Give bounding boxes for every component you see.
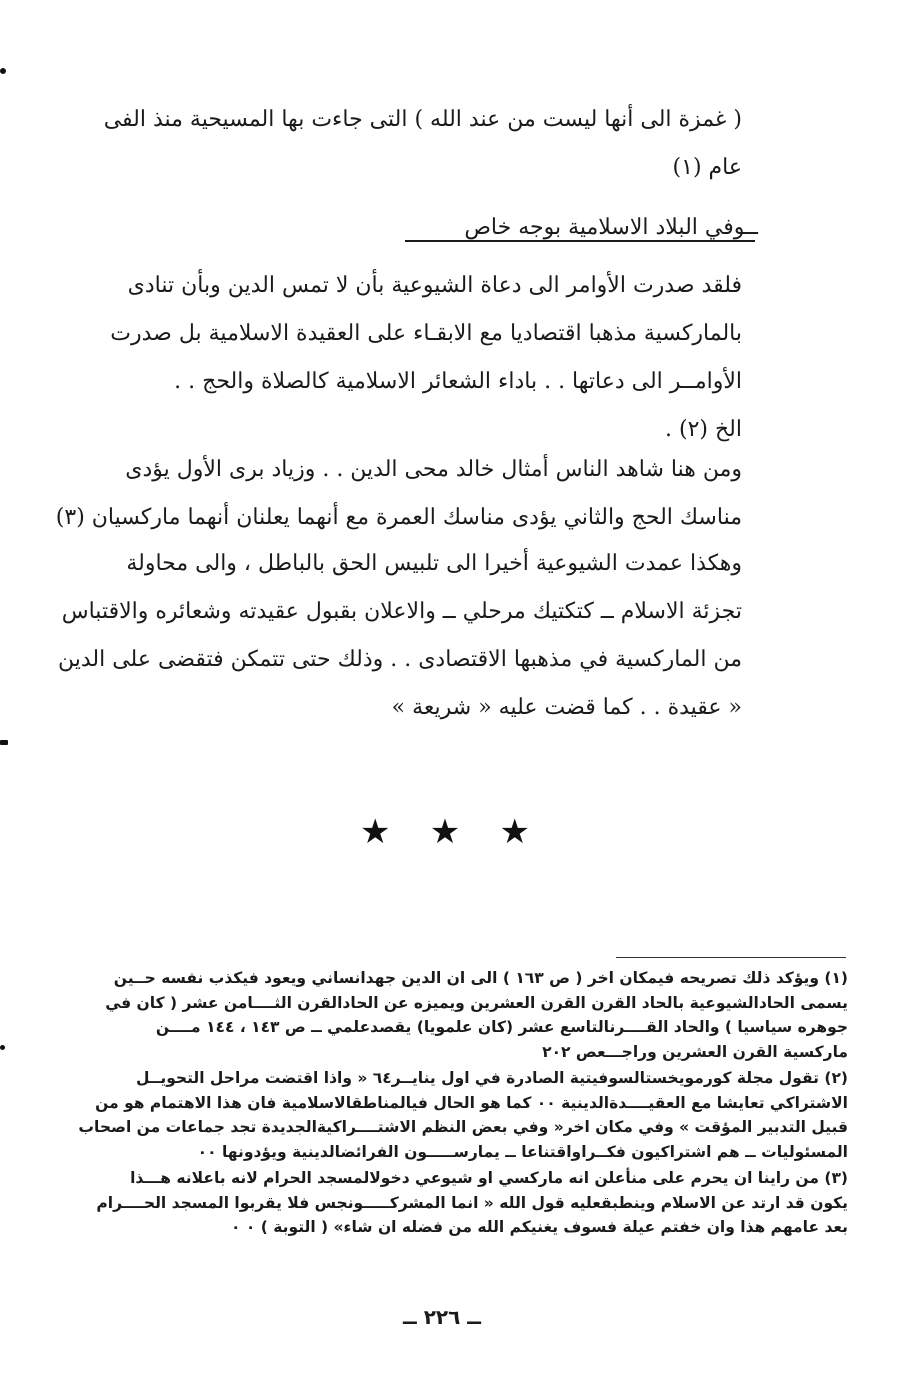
footnote-line: يسمى الحادالشيوعية بالحاد القرن القرن العشرين ويميزه عن الحادالقرن الثــــامن عشر ( كان في xyxy=(105,993,848,1012)
text-line: تجزئة الاسلام ــ كتكتيك مرحلي ــ والاعلان بقبول عقيدته وشعائره والاقتباس xyxy=(61,599,742,624)
footnote-line: جوهره سياسيا ) والحاد القــــرنالتاسع عشر (كان علمويا) يقصدعلمي ــ ص ١٤٣ ، ١٤٤ مــــن xyxy=(155,1018,848,1036)
footnote-1 xyxy=(40,966,848,1064)
scan-mark-lower xyxy=(0,1045,5,1050)
paragraph-conclusion xyxy=(57,540,742,732)
subheading-underline xyxy=(405,240,755,242)
paragraph-examples xyxy=(55,446,742,542)
top-paragraph xyxy=(92,96,742,192)
footnote-line: المسئوليات ــ هم اشتراكيون فكــراواقتناعا ــ يمارســـــون الفرائضالدينية ويؤدونها ٠٠ xyxy=(197,1142,848,1161)
text-line: ومن هنا شاهد الناس أمثال خالد محى الدين . . وزياد برى الأول يؤدى xyxy=(125,457,742,482)
footnote-2 xyxy=(40,1066,848,1164)
footnote-3 xyxy=(40,1166,848,1240)
footnote-line: (١) ويؤكد ذلك تصريحه فيمكان اخر ( ص ١٦٣ ) الى ان الدين جهدانساني ويعود فيكذب نفسه حــين xyxy=(113,969,848,987)
section-separator-stars xyxy=(360,812,530,852)
page-number: ــ ٢٢٦ ــ xyxy=(403,1305,481,1329)
text-line: بالماركسية مذهبا اقتصاديا مع الابقـاء على العقيدة الاسلامية بل صدرت xyxy=(110,321,742,346)
footnotes xyxy=(40,966,848,1242)
footnote-line: ماركسية القرن العشرين وراجـــعص ٢٠٢ xyxy=(542,1042,848,1061)
star-icon: ★ xyxy=(499,812,530,852)
text-line: الأوامــر الى دعاتها . . باداء الشعائر الاسلامية كالصلاة والحج . . xyxy=(174,369,742,394)
footnote-line: قبيل التدبير المؤقت » وفي مكان اخر« وفي بعض النظم الاشتــــراكيةالجديدة تجد جماعات من اصحاب xyxy=(78,1118,848,1136)
footnote-line: يكون قد ارتد عن الاسلام وينطبقعليه قول الله « انما المشركـــــونجس فلا يقربوا المسجد الحــــرام xyxy=(96,1193,848,1212)
scan-mark-top xyxy=(0,68,6,74)
footnote-line: بعد عامهم هذا وان خفتم عيلة فسوف يغنيكم الله من فضله ان شاء» ( التوبة ) ٠ ٠ xyxy=(231,1218,848,1236)
text-line: عام (١) xyxy=(672,155,742,180)
paragraph-orders xyxy=(92,262,742,454)
text-line: فلقد صدرت الأوامر الى دعاة الشيوعية بأن لا تمس الدين وبأن تنادى xyxy=(127,273,742,298)
footnote-line: (٢) تقول مجلة كورمويخستالسوفيتية الصادرة في اول ينايــر٦٤ « واذا اقتضت مراحل التحويــل xyxy=(135,1069,848,1087)
text-line: ( غمزة الى أنها ليست من عند الله ) التى جاءت بها المسيحية منذ الفى xyxy=(103,107,742,132)
scan-mark-middle xyxy=(0,740,8,745)
footnote-line: (٣) من راينا ان يحرم على منأعلن انه ماركسي او شيوعي دخولالمسجد الحرام لانه باعلانه هـــذا xyxy=(130,1169,848,1187)
text-line: من الماركسية في مذهبها الاقتصادى . . وذلك حتى تتمكن فتقضى على الدين xyxy=(57,647,742,672)
star-icon: ★ xyxy=(360,812,391,852)
text-line: وهكذا عمدت الشيوعية أخيرا الى تلبيس الحق بالباطل ، والى محاولة xyxy=(126,551,742,576)
text-line: « عقيدة . . كما قضت عليه « شريعة » xyxy=(391,695,742,720)
footnote-line: الاشتراكي تعايشا مع العقيــــدةالدينية ٠٠ كما هو الحال فيالمناطقالاسلامية فان هذا الاهتمام هو من xyxy=(95,1093,848,1112)
star-icon: ★ xyxy=(429,812,461,852)
text-line: مناسك الحج والثاني يؤدى مناسك العمرة مع أنهما يعلنان أنهما ماركسيان (٣) xyxy=(55,505,742,530)
footnote-divider xyxy=(616,957,846,958)
section-subheading: ــوفي البلاد الاسلامية بوجه خاص xyxy=(464,215,758,240)
text-line: الخ (٢) . xyxy=(665,417,742,442)
